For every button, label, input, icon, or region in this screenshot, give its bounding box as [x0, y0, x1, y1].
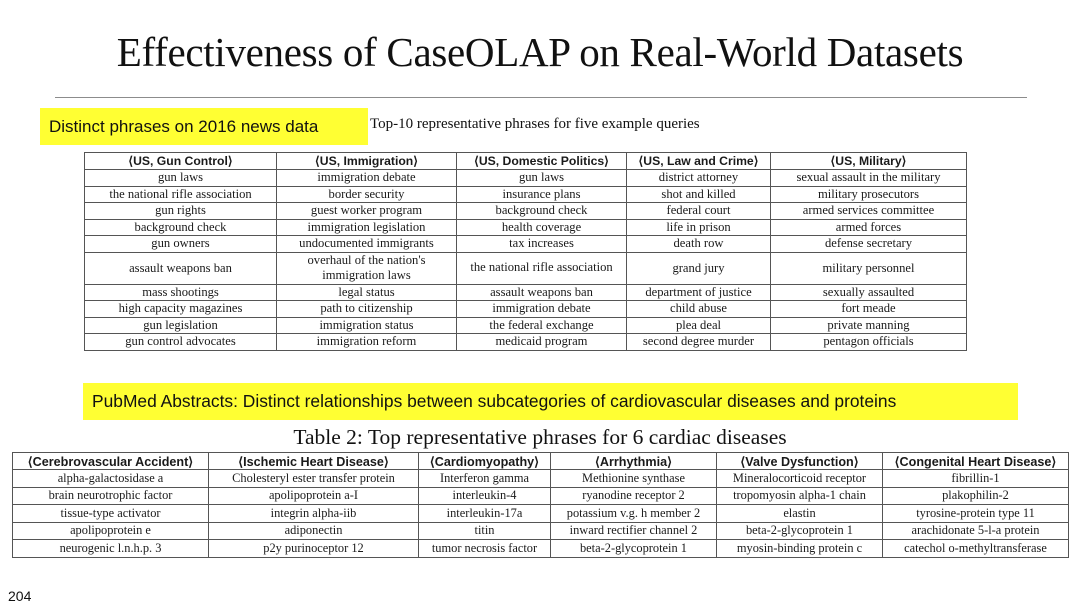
column-header: ⟨Ischemic Heart Disease⟩ — [209, 453, 419, 470]
table-cell: district attorney — [627, 170, 771, 187]
table-cell: assault weapons ban — [457, 284, 627, 301]
table-cell: mass shootings — [85, 284, 277, 301]
table-cell: guest worker program — [277, 203, 457, 220]
table-cell: armed forces — [771, 219, 967, 236]
table-cell: private manning — [771, 317, 967, 334]
table-cell: immigration reform — [277, 334, 457, 351]
table-cell: border security — [277, 186, 457, 203]
news-highlight-label: Distinct phrases on 2016 news data — [40, 108, 368, 145]
table-row — [13, 487, 1069, 505]
table-cell: background check — [457, 203, 627, 220]
table-cell: path to citizenship — [277, 301, 457, 318]
table-cell: armed services committee — [771, 203, 967, 220]
table-row — [85, 186, 967, 203]
column-header: ⟨US, Military⟩ — [771, 153, 967, 170]
table-cell: Methionine synthase — [551, 470, 717, 488]
column-header: ⟨US, Immigration⟩ — [277, 153, 457, 170]
table-cell: the national rifle association — [85, 186, 277, 203]
table-cell: gun control advocates — [85, 334, 277, 351]
table-cell: tumor necrosis factor — [419, 540, 551, 558]
table-row — [85, 301, 967, 318]
table-cell: titin — [419, 522, 551, 540]
table-cell: medicaid program — [457, 334, 627, 351]
table-cell: department of justice — [627, 284, 771, 301]
table-cell: apolipoprotein e — [13, 522, 209, 540]
table-cell: federal court — [627, 203, 771, 220]
table-cell: tissue-type activator — [13, 505, 209, 523]
table-cell: immigration status — [277, 317, 457, 334]
table-cell: interleukin-4 — [419, 487, 551, 505]
table-row — [85, 317, 967, 334]
table-row — [13, 470, 1069, 488]
table-cell: military prosecutors — [771, 186, 967, 203]
table-cell: plea deal — [627, 317, 771, 334]
table-cell: plakophilin-2 — [883, 487, 1069, 505]
table-cell: fort meade — [771, 301, 967, 318]
table-cell: grand jury — [627, 252, 771, 284]
table-cell: fibrillin-1 — [883, 470, 1069, 488]
table-row — [85, 236, 967, 253]
news-phrases-table — [84, 152, 967, 351]
table-row — [85, 203, 967, 220]
table-cell: military personnel — [771, 252, 967, 284]
table-cell: gun laws — [457, 170, 627, 187]
table-cell: defense secretary — [771, 236, 967, 253]
table-cell: Cholesteryl ester transfer protein — [209, 470, 419, 488]
table-cell: gun legislation — [85, 317, 277, 334]
table-cell: sexual assault in the military — [771, 170, 967, 187]
table-cell: brain neurotrophic factor — [13, 487, 209, 505]
table-cell: tax increases — [457, 236, 627, 253]
table-cell: adiponectin — [209, 522, 419, 540]
column-header: ⟨Arrhythmia⟩ — [551, 453, 717, 470]
table-row — [13, 505, 1069, 523]
table-cell: health coverage — [457, 219, 627, 236]
page-number: 204 — [8, 588, 32, 604]
table-cell: sexually assaulted — [771, 284, 967, 301]
table-cell: insurance plans — [457, 186, 627, 203]
table-cell: child abuse — [627, 301, 771, 318]
table-cell: integrin alpha-iib — [209, 505, 419, 523]
table-cell: catechol o-methyltransferase — [883, 540, 1069, 558]
column-header: ⟨US, Domestic Politics⟩ — [457, 153, 627, 170]
table-cell: gun laws — [85, 170, 277, 187]
table-cell: inward rectifier channel 2 — [551, 522, 717, 540]
table-cell: tropomyosin alpha-1 chain — [717, 487, 883, 505]
column-header: ⟨Congenital Heart Disease⟩ — [883, 453, 1069, 470]
table-cell: arachidonate 5-l-a protein — [883, 522, 1069, 540]
table-cell: Interferon gamma — [419, 470, 551, 488]
column-header: ⟨Cerebrovascular Accident⟩ — [13, 453, 209, 470]
table-cell: assault weapons ban — [85, 252, 277, 284]
table-cell: Mineralocorticoid receptor — [717, 470, 883, 488]
table-row — [85, 219, 967, 236]
table-header-row — [13, 453, 1069, 470]
table-cell: gun rights — [85, 203, 277, 220]
news-table-caption: Top-10 representative phrases for five example queries — [370, 116, 700, 132]
table-row — [85, 252, 967, 284]
table-row — [85, 334, 967, 351]
table-cell: overhaul of the nation's immigration laws — [277, 252, 457, 284]
pubmed-table-caption: Table 2: Top representative phrases for 6 cardiac diseases — [293, 425, 787, 449]
table-cell: the national rifle association — [457, 252, 627, 284]
table-cell: p2y purinoceptor 12 — [209, 540, 419, 558]
table-cell: second degree murder — [627, 334, 771, 351]
table-cell: background check — [85, 219, 277, 236]
table-cell: neurogenic l.n.h.p. 3 — [13, 540, 209, 558]
table-cell: myosin-binding protein c — [717, 540, 883, 558]
table-row — [85, 284, 967, 301]
table-header-row — [85, 153, 967, 170]
table-cell: shot and killed — [627, 186, 771, 203]
table-cell: beta-2-glycoprotein 1 — [717, 522, 883, 540]
slide-title: Effectiveness of CaseOLAP on Real-World Datasets — [116, 29, 964, 75]
table-cell: elastin — [717, 505, 883, 523]
table-cell: immigration debate — [277, 170, 457, 187]
table-cell: tyrosine-protein type 11 — [883, 505, 1069, 523]
table-row — [13, 522, 1069, 540]
table-cell: interleukin-17a — [419, 505, 551, 523]
table-cell: legal status — [277, 284, 457, 301]
table-row — [13, 540, 1069, 558]
table-cell: death row — [627, 236, 771, 253]
column-header: ⟨Valve Dysfunction⟩ — [717, 453, 883, 470]
table-cell: apolipoprotein a-I — [209, 487, 419, 505]
table-cell: potassium v.g. h member 2 — [551, 505, 717, 523]
table-cell: beta-2-glycoprotein 1 — [551, 540, 717, 558]
table-cell: high capacity magazines — [85, 301, 277, 318]
cardiac-phrases-table — [12, 452, 1069, 558]
column-header: ⟨Cardiomyopathy⟩ — [419, 453, 551, 470]
table-row — [85, 170, 967, 187]
column-header: ⟨US, Gun Control⟩ — [85, 153, 277, 170]
table-cell: undocumented immigrants — [277, 236, 457, 253]
table-cell: pentagon officials — [771, 334, 967, 351]
table-cell: alpha-galactosidase a — [13, 470, 209, 488]
table-cell: life in prison — [627, 219, 771, 236]
table-cell: immigration legislation — [277, 219, 457, 236]
table-cell: gun owners — [85, 236, 277, 253]
pubmed-highlight-label: PubMed Abstracts: Distinct relationships between subcategories of cardiovascular diseases and proteins — [83, 383, 1018, 420]
column-header: ⟨US, Law and Crime⟩ — [627, 153, 771, 170]
table-cell: the federal exchange — [457, 317, 627, 334]
table-cell: immigration debate — [457, 301, 627, 318]
table-cell: ryanodine receptor 2 — [551, 487, 717, 505]
title-divider — [55, 97, 1027, 98]
